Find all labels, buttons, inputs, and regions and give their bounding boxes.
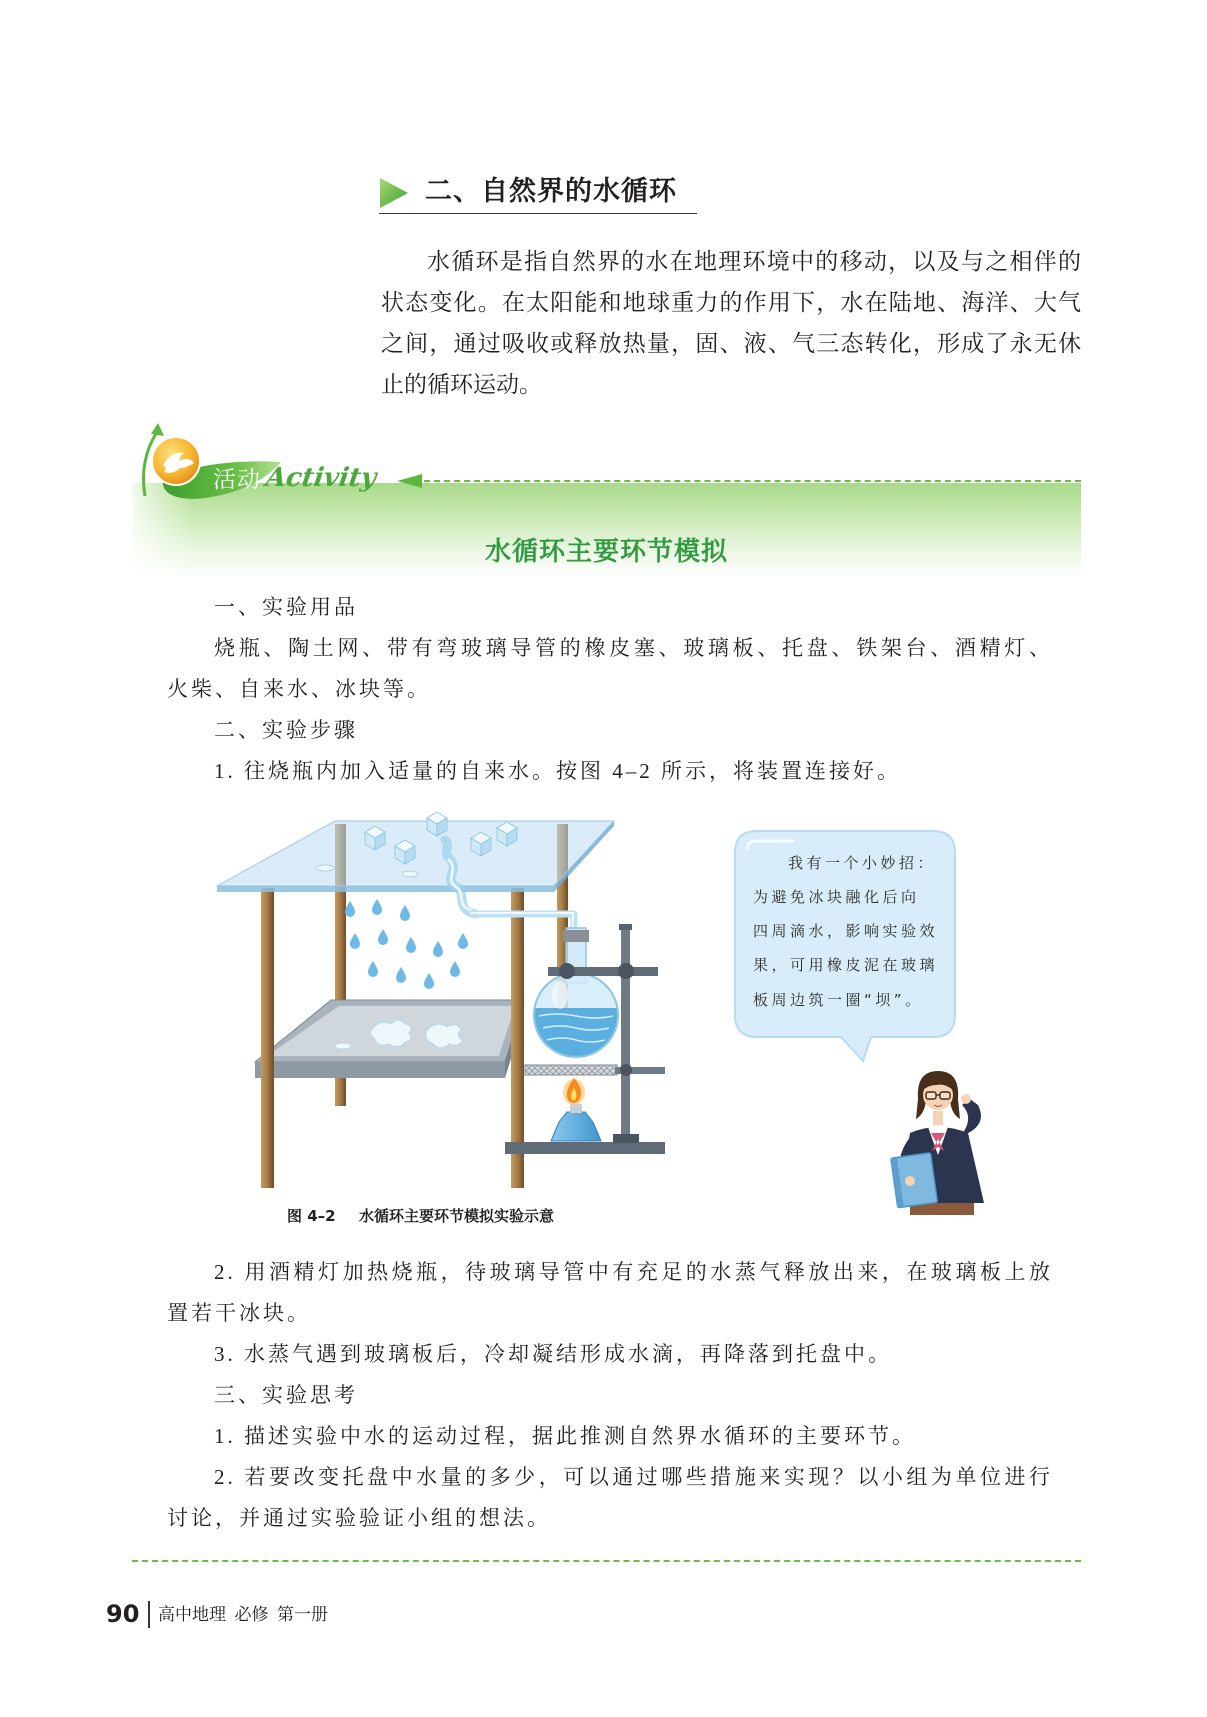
water-drop: [372, 899, 382, 915]
water-drop: [350, 933, 360, 949]
experiment-apparatus-figure: [205, 810, 685, 1195]
ring-stand-rod-cap: [619, 924, 632, 930]
support-ring-knob: [620, 1064, 632, 1076]
tip-line: 果，可用橡皮泥在玻璃: [753, 956, 939, 974]
activity-text-lower: [167, 1252, 1053, 1539]
wire-gauze: [525, 1065, 617, 1075]
water-drop: [433, 941, 443, 957]
water-drop: [396, 967, 406, 983]
tip-line: 我有一个小妙招：: [788, 854, 937, 872]
step-3: 3. 水蒸气遇到玻璃板后，冷却凝结形成水滴，再降落到托盘中。: [214, 1342, 892, 1366]
activity-bottom-dashed-line: [132, 1560, 1081, 1562]
water-drop: [450, 961, 460, 977]
clamp-knob: [618, 963, 634, 979]
water-puddle-small: [335, 1043, 351, 1049]
materials-line: 火柴、自来水、冰块等。: [167, 677, 431, 701]
activity-label-cn: 活动: [213, 467, 261, 493]
water-drop: [400, 905, 410, 921]
step-2-line: 置若干冰块。: [167, 1301, 311, 1325]
water-drop: [378, 929, 388, 945]
character-left-hand: [905, 1176, 915, 1186]
melt-water-spot: [316, 865, 334, 871]
paragraph-line: 止的循环运动。: [381, 372, 542, 397]
activity-top-dashed-line: [424, 480, 1081, 482]
thinking-heading: 三、实验思考: [214, 1383, 358, 1407]
water-drop: [458, 933, 468, 949]
question-1: 1. 描述实验中水的运动过程，据此推测自然界水循环的主要环节。: [214, 1424, 916, 1448]
alcohol-lamp-wick-cap: [570, 1104, 582, 1113]
character-neck: [933, 1111, 943, 1125]
water-drop: [406, 937, 416, 953]
section-heading: 二、自然界的水循环: [425, 176, 677, 207]
glass-plate: [217, 821, 614, 892]
materials-heading: 一、实验用品: [214, 595, 358, 619]
teacher-character: [888, 1055, 1008, 1217]
book-title: 高中地理 必修 第一册: [158, 1605, 328, 1624]
flask: [530, 928, 625, 1068]
paragraph-line: 之间，通过吸收或释放热量，固、液、气三态转化，形成了永无休: [381, 331, 1081, 356]
ring-stand-base: [505, 1142, 665, 1154]
step-2-line: 2. 用酒精灯加热烧瓶，待玻璃导管中有充足的水蒸气释放出来，在玻璃板上放: [214, 1260, 1053, 1284]
activity-title: 水循环主要环节模拟: [484, 537, 728, 567]
section-triangle-icon: [379, 177, 409, 209]
figure-caption: 水循环主要环节模拟实验示意: [359, 1207, 555, 1225]
tip-line: 板周边筑一圈“坝”。: [753, 991, 924, 1009]
activity-text-upper: [167, 587, 1053, 792]
ring-stand-foot: [613, 1134, 639, 1143]
materials-line: 烧瓶、陶土网、带有弯玻璃导管的橡皮塞、玻璃板、托盘、铁架台、酒精灯、: [214, 636, 1053, 660]
melt-water-spot: [402, 871, 418, 877]
growth-arrowhead-icon: [151, 423, 164, 436]
question-2-line: 讨论，并通过实验验证小组的想法。: [167, 1506, 551, 1530]
character-right-hand: [961, 1094, 971, 1104]
tip-line: 为避免冰块融化后向: [753, 888, 920, 906]
steps-heading: 二、实验步骤: [214, 718, 358, 742]
question-2-line: 2. 若要改变托盘中水量的多少，可以通过哪些措施来实现？以小组为单位进行: [214, 1465, 1053, 1489]
activity-arrow-icon: [397, 474, 422, 488]
clamp-knob: [559, 963, 575, 979]
section-heading-underline: [379, 213, 697, 214]
paragraph-line: 状态变化。在太阳能和地球重力的作用下，水在陆地、海洋、大气: [381, 290, 1081, 315]
water-drop: [368, 961, 378, 977]
section-paragraph: [381, 241, 1081, 405]
activity-label-en: Activity: [263, 463, 379, 493]
table-leg-front-left: [261, 888, 274, 1188]
water-drop: [345, 901, 355, 917]
alcohol-lamp: [551, 1112, 601, 1141]
step-1: 1. 往烧瓶内加入适量的自来水。按图 4–2 所示，将装置连接好。: [214, 759, 901, 783]
rubber-stopper: [563, 930, 589, 942]
figure-number: 图 4–2: [287, 1207, 336, 1225]
footer-divider: [148, 1601, 150, 1628]
water-drop: [424, 973, 434, 989]
ring-stand-rod: [621, 928, 630, 1154]
tip-line: 四周滴水，影响实验效: [753, 922, 939, 940]
page-number: 90: [106, 1600, 140, 1628]
paragraph-line: 水循环是指自然界的水在地理环境中的移动，以及与之相伴的: [427, 249, 1081, 274]
water-drops: [345, 899, 468, 989]
